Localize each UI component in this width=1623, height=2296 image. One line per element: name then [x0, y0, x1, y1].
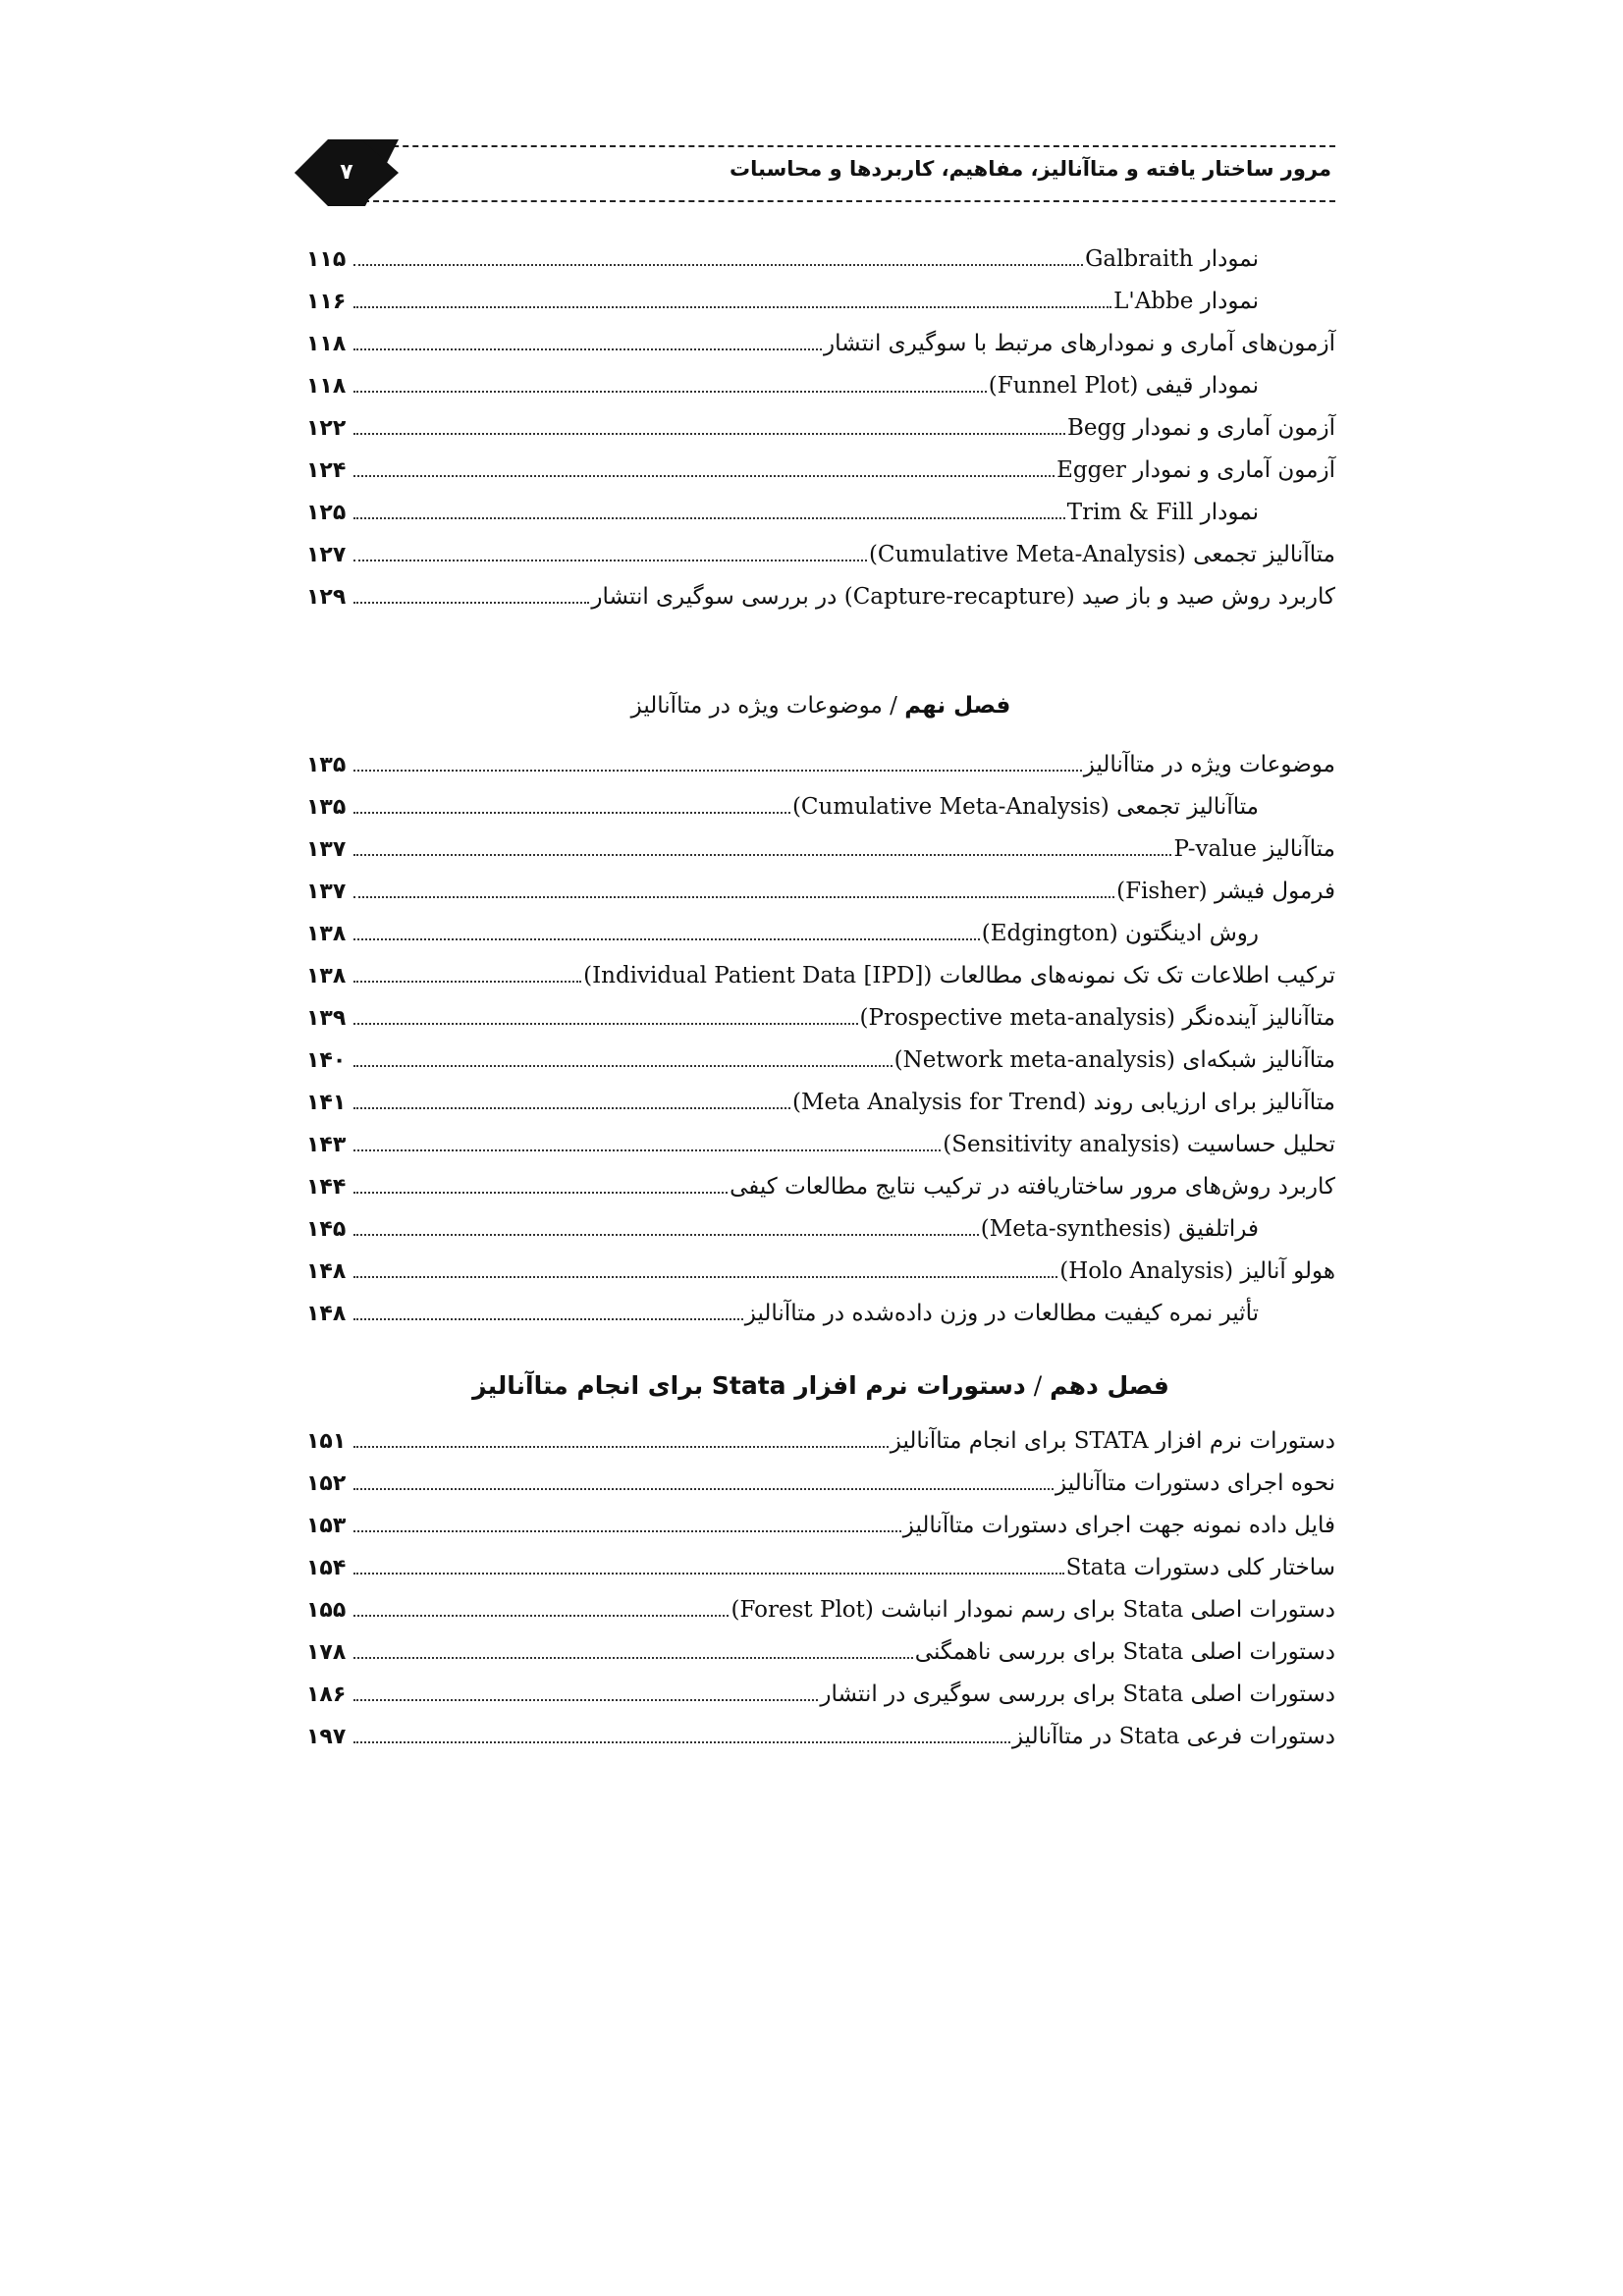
dot-leader — [353, 391, 987, 393]
toc-entry-label: متاآنالیز شبکه‌ای (Network meta-analysis) — [893, 1047, 1335, 1073]
toc-entry-label: ترکیب اطلاعات تک تک نمونه‌های مطالعات (Individual Patient Data [IPD]) — [583, 963, 1335, 988]
toc-entry[interactable] — [306, 737, 1335, 779]
toc-entry-label: تحلیل حساسیت (Sensitivity analysis) — [943, 1132, 1335, 1157]
toc-entry[interactable] — [306, 1414, 1335, 1456]
toc-entry[interactable] — [306, 485, 1335, 527]
toc-entry-label: دستورات اصلی Stata برای بررسی سوگیری در انتشار — [820, 1682, 1335, 1707]
toc-entry[interactable] — [306, 1456, 1335, 1498]
toc-entry-page-number: ۱۴۸ — [306, 1259, 347, 1284]
toc-entry-page-number: ۱۴۱ — [306, 1091, 347, 1115]
toc-entry-page-number: ۱۳۸ — [306, 922, 347, 946]
toc-entry[interactable] — [306, 1709, 1335, 1751]
toc-entry[interactable] — [306, 569, 1335, 612]
toc-entry-page-number: ۱۵۲ — [306, 1471, 347, 1496]
toc-entry-label: روش ادینگتون (Edgington) — [981, 921, 1259, 946]
toc-entry-label: دستورات اصلی Stata برای بررسی ناهمگنی — [914, 1639, 1335, 1665]
toc-entry-page-number: ۱۳۵ — [306, 753, 347, 777]
toc-entry-page-number: ۱۲۲ — [306, 416, 347, 441]
toc-entry-label: دستورات نرم افزار STATA برای انجام متاآنالیز — [890, 1428, 1335, 1454]
dot-leader — [353, 264, 1083, 266]
toc-entry-label: ساختار کلی دستورات Stata — [1065, 1555, 1335, 1580]
dot-leader — [353, 1023, 858, 1025]
toc-entry-page-number: ۱۸۶ — [306, 1682, 347, 1707]
toc-entry-label: فایل داده نمونه جهت اجرای دستورات متاآنالیز — [902, 1513, 1335, 1538]
toc-entry-page-number: ۱۱۶ — [306, 290, 347, 314]
dot-leader — [353, 981, 581, 983]
toc-entry-page-number: ۱۴۰ — [306, 1048, 347, 1073]
dot-leader — [353, 348, 822, 350]
toc-entry[interactable] — [306, 864, 1335, 906]
toc-entry[interactable] — [306, 316, 1335, 358]
toc-entry[interactable] — [306, 1201, 1335, 1244]
dot-leader — [353, 896, 1114, 898]
toc-entry-page-number: ۱۲۷ — [306, 543, 347, 567]
toc-entry-label: دستورات فرعی Stata در متاآنالیز — [1011, 1724, 1335, 1749]
dot-leader — [353, 1615, 729, 1617]
dot-leader — [353, 560, 867, 561]
toc-entry-page-number: ۱۲۴ — [306, 458, 347, 483]
page-number-badge — [295, 139, 399, 206]
toc-entry-page-number: ۱۷۸ — [306, 1640, 347, 1665]
dot-leader — [353, 1488, 1054, 1490]
toc-entry-page-number: ۱۵۳ — [306, 1514, 347, 1538]
toc-entry-label: نحوه اجرای دستورات متاآنالیز — [1055, 1470, 1335, 1496]
dot-leader — [353, 854, 1171, 856]
dot-leader — [353, 602, 589, 604]
chapter-9-separator: / — [882, 693, 905, 719]
toc-entry-label: آزمون آماری و نمودار Egger — [1056, 457, 1335, 483]
toc-entry-page-number: ۱۲۹ — [306, 585, 347, 610]
toc-entry-label: کاربرد روش‌های مرور ساختاریافته در ترکیب نتایج مطالعات کیفی — [730, 1174, 1335, 1200]
toc-entry[interactable] — [306, 1667, 1335, 1709]
dot-leader — [353, 1446, 889, 1448]
chapter-10-heading — [306, 1371, 1335, 1400]
toc-entry[interactable] — [306, 779, 1335, 822]
toc-entry[interactable] — [306, 948, 1335, 990]
dot-leader — [353, 433, 1065, 435]
dot-leader — [353, 1657, 913, 1659]
toc-entry[interactable] — [306, 443, 1335, 485]
toc-entry-page-number: ۱۲۵ — [306, 501, 347, 525]
toc-entry-label: دستورات اصلی Stata برای رسم نمودار انباشت (Forest Plot) — [730, 1597, 1335, 1623]
chapter-9-title: موضوعات ویژه در متاآنالیز — [630, 693, 883, 719]
toc-entry-label: متاآنالیز P-value — [1173, 836, 1335, 862]
toc-entry[interactable] — [306, 400, 1335, 443]
dot-leader — [353, 812, 790, 814]
toc-entry[interactable] — [306, 1498, 1335, 1540]
toc-entry-label: متاآنالیز تجمعی (Cumulative Meta-Analysis) — [868, 542, 1335, 567]
chapter-10-number: فصل دهم — [1050, 1371, 1169, 1400]
toc-entry[interactable] — [306, 1582, 1335, 1625]
toc-entry-label: هولو آنالیز (Holo Analysis) — [1059, 1258, 1335, 1284]
running-header — [295, 145, 1335, 200]
toc-entry-label: متاآنالیز آینده‌نگر (Prospective meta-analysis) — [859, 1005, 1335, 1031]
toc-entry-label: فراتلفیق (Meta-synthesis) — [980, 1216, 1259, 1242]
dot-leader — [353, 1318, 743, 1320]
toc-entry-page-number: ۱۵۴ — [306, 1556, 347, 1580]
dot-leader — [353, 1530, 901, 1532]
toc-entry-label: آزمون آماری و نمودار Begg — [1066, 415, 1335, 441]
toc-entry[interactable] — [306, 1244, 1335, 1286]
dot-leader — [353, 1107, 790, 1109]
dot-leader — [353, 1065, 893, 1067]
toc-entry-page-number: ۱۳۵ — [306, 795, 347, 820]
toc-entry[interactable] — [306, 990, 1335, 1033]
toc-entry[interactable] — [306, 822, 1335, 864]
toc-entry[interactable] — [306, 232, 1335, 274]
toc-entry-page-number: ۱۱۸ — [306, 374, 347, 399]
dot-leader — [353, 1741, 1010, 1743]
toc-entry-label: موضوعات ویژه در متاآنالیز — [1083, 752, 1335, 777]
dot-leader — [353, 1699, 818, 1701]
toc-entry-label: کاربرد روش صید و باز صید (Capture-recapture) در بررسی سوگیری انتشار — [591, 584, 1335, 610]
toc-entry-page-number: ۱۳۷ — [306, 880, 347, 904]
dot-leader — [353, 1573, 1064, 1575]
toc-entry-label: تأثیر نمره کیفیت مطالعات در وزن داده‌شده در متاآنالیز — [744, 1301, 1259, 1326]
toc-entry-label: متاآنالیز برای ارزیابی روند (Meta Analysis for Trend) — [791, 1090, 1335, 1115]
toc-entry-page-number: ۱۴۵ — [306, 1217, 347, 1242]
dot-leader — [353, 1276, 1057, 1278]
toc-entry-page-number: ۱۹۷ — [306, 1725, 347, 1749]
toc-entry[interactable] — [306, 1286, 1335, 1328]
dot-leader — [353, 306, 1111, 308]
page-number: ۷ — [340, 160, 353, 185]
toc-entry[interactable] — [306, 1625, 1335, 1667]
toc-entry-label: متاآنالیز تجمعی (Cumulative Meta-Analysis) — [791, 794, 1259, 820]
toc-entry-label: نمودار L'Abbe — [1113, 289, 1259, 314]
toc-entry[interactable] — [306, 1033, 1335, 1075]
toc-entry-page-number: ۱۴۳ — [306, 1133, 347, 1157]
toc-entry[interactable] — [306, 1117, 1335, 1159]
toc-entry-page-number: ۱۳۸ — [306, 964, 347, 988]
dot-leader — [353, 1234, 979, 1236]
dot-leader — [353, 475, 1055, 477]
toc-section-continued — [306, 232, 1335, 612]
toc-entry-label: نمودار قیفی (Funnel Plot) — [988, 373, 1259, 399]
toc-entry-page-number: ۱۵۵ — [306, 1598, 347, 1623]
toc-entry[interactable] — [306, 1540, 1335, 1582]
toc-entry-page-number: ۱۱۵ — [306, 247, 347, 272]
toc-entry[interactable] — [306, 274, 1335, 316]
toc-entry-page-number: ۱۳۷ — [306, 837, 347, 862]
dot-leader — [353, 1192, 728, 1194]
dot-leader — [353, 517, 1065, 519]
toc-chapter-10 — [306, 1414, 1335, 1751]
toc-entry[interactable] — [306, 906, 1335, 948]
toc-entry-label: آزمون‌های آماری و نمودارهای مرتبط با سوگیری انتشار — [824, 331, 1335, 356]
toc-entry-page-number: ۱۳۹ — [306, 1006, 347, 1031]
toc-entry-page-number: ۱۴۸ — [306, 1302, 347, 1326]
chapter-10-title: دستورات نرم افزار Stata برای انجام متاآنالیز — [472, 1371, 1026, 1400]
toc-entry[interactable] — [306, 1075, 1335, 1117]
book-title: مرور ساختار یافته و متاآنالیز، مفاهیم، کاربردها و محاسبات — [730, 157, 1331, 181]
dot-leader — [353, 938, 980, 940]
dot-leader — [353, 1149, 941, 1151]
toc-entry-page-number: ۱۱۸ — [306, 332, 347, 356]
chapter-9-heading — [306, 693, 1335, 719]
toc-entry-label: فرمول فیشر (Fisher) — [1116, 879, 1335, 904]
toc-entry[interactable] — [306, 358, 1335, 400]
toc-chapter-9 — [306, 737, 1335, 1328]
toc-entry-label: نمودار Trim & Fill — [1066, 500, 1259, 525]
dot-leader — [353, 770, 1082, 772]
header-dashed-rule-top — [353, 145, 1335, 147]
toc-entry-page-number: ۱۵۱ — [306, 1429, 347, 1454]
toc-entry-label: نمودار Galbraith — [1085, 246, 1259, 272]
chapter-10-separator: / — [1025, 1371, 1051, 1400]
toc-entry[interactable] — [306, 1159, 1335, 1201]
toc-entry[interactable] — [306, 527, 1335, 569]
chapter-9-number: فصل نهم — [904, 693, 1011, 719]
header-dashed-rule-bottom — [353, 200, 1335, 202]
toc-entry-page-number: ۱۴۴ — [306, 1175, 347, 1200]
